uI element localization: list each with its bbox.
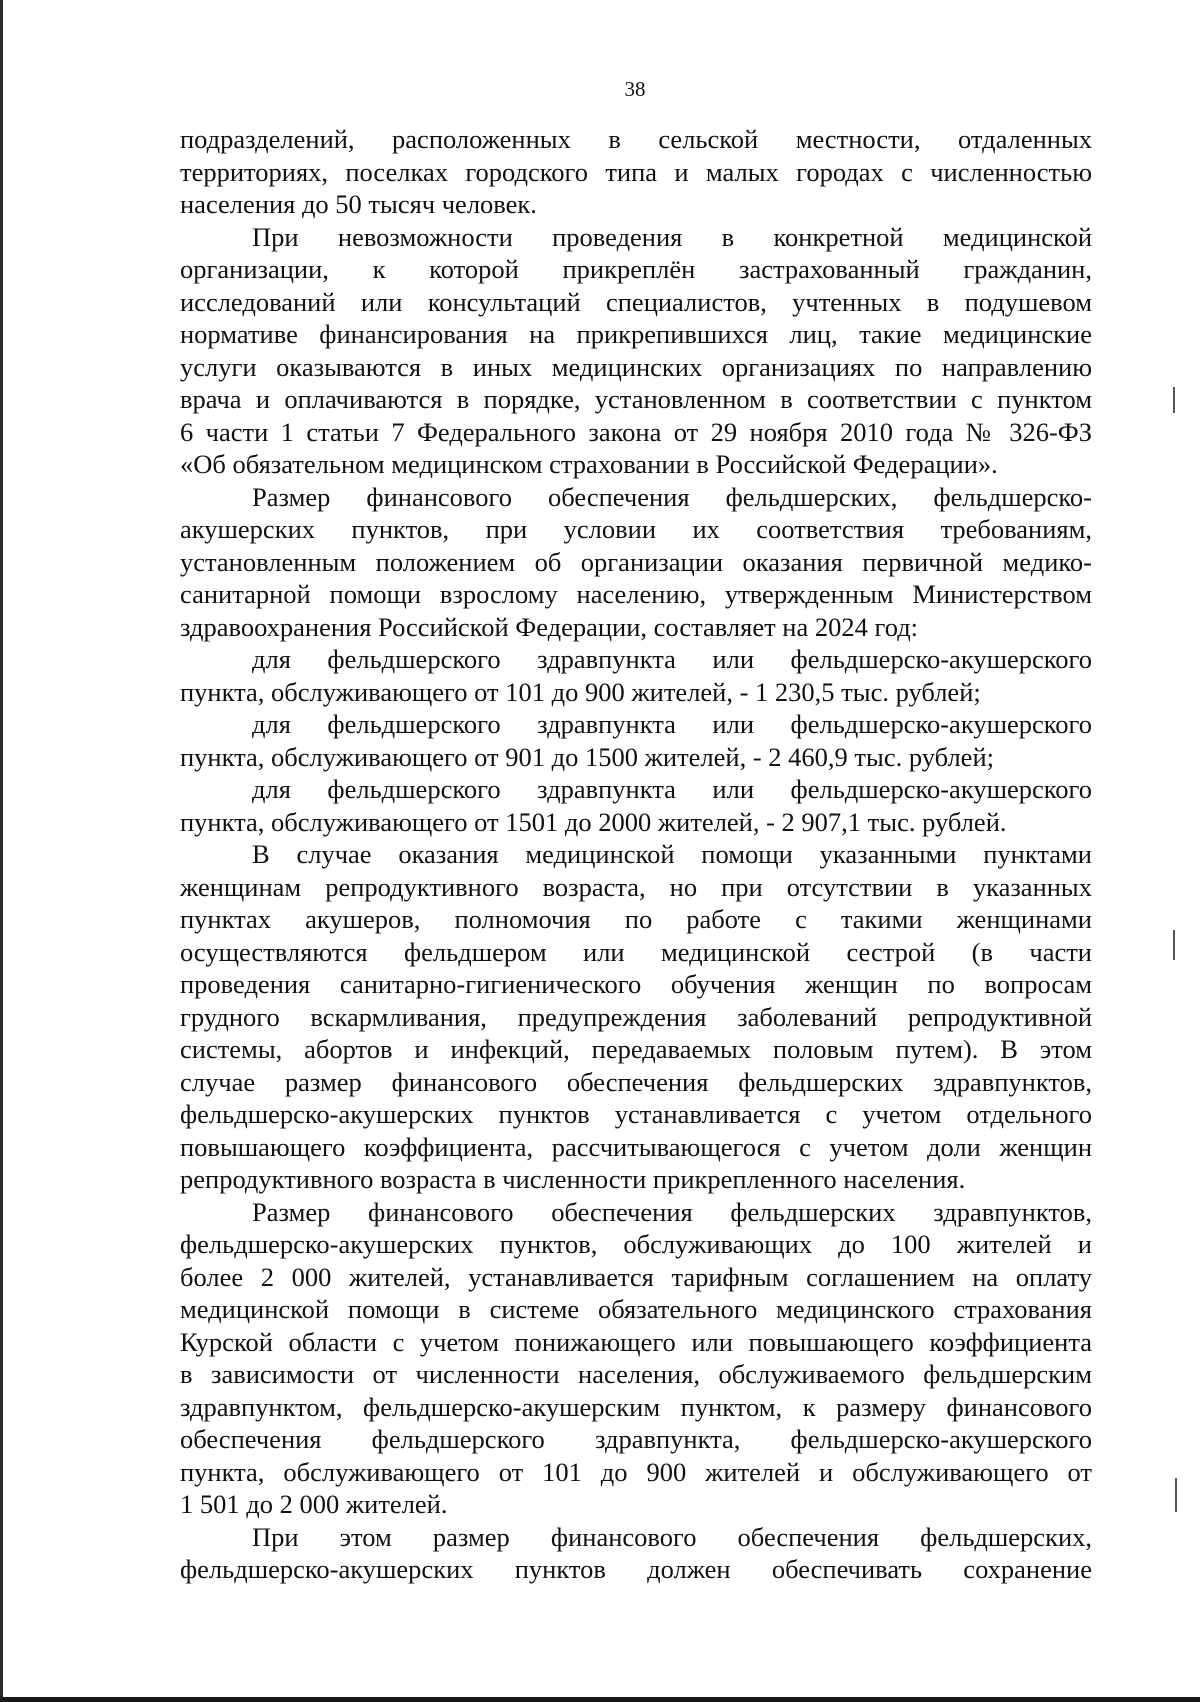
scan-speck	[1173, 930, 1175, 960]
paragraph-first-line: Размер финансового обеспечения фельдшерских, фельдшерско-	[252, 481, 1092, 512]
text-line: санитарной помощи взрослому населению, утвержденным Министерством	[180, 579, 1092, 609]
scan-speck	[1173, 387, 1175, 413]
text-line: Курской области с учетом понижающего или повышающего коэффициента	[180, 1326, 1092, 1357]
text-line: услуги оказываются в иных медицинских организациях по направлению	[180, 351, 1092, 382]
text-line: более 2 000 жителей, устанавливается тарифным соглашением на оплату	[180, 1261, 1092, 1292]
text-line: осуществляются фельдшером или медицинской сестрой (в части	[180, 936, 1092, 967]
text-line: акушерских пунктов, при условии их соответствия требованиям,	[180, 514, 1092, 544]
text-line: «Об обязательном медицинском страховании в Российской Федерации».	[180, 449, 998, 479]
text-line: врача и оплачиваются в порядке, установленном в соответствии с пунктом	[180, 384, 1092, 414]
document-body	[180, 123, 1092, 1586]
text-line: медицинской помощи в системе обязательного медицинского страхования	[180, 1294, 1092, 1324]
text-line: случае размер финансового обеспечения фельдшерских здравпунктов,	[180, 1066, 1092, 1097]
text-line: грудного вскармливания, предупреждения заболеваний репродуктивной	[180, 1001, 1092, 1032]
text-line: женщинам репродуктивного возраста, но при отсутствии в указанных	[180, 871, 1092, 902]
text-line: системы, абортов и инфекций, передаваемых половым путем). В этом	[180, 1034, 1092, 1064]
paragraph-first-line: В случае оказания медицинской помощи указанными пунктами	[252, 839, 1092, 869]
text-line: фельдшерско-акушерских пунктов должен обеспечивать сохранение	[180, 1554, 1092, 1584]
text-line: проведения санитарно-гигиенического обучения женщин по вопросам	[180, 969, 1092, 999]
scan-left-edge	[0, 0, 3, 1702]
text-line: здравпунктом, фельдшерско-акушерским пунктом, к размеру финансового	[180, 1391, 1092, 1422]
text-line: обеспечения фельдшерского здравпункта, фельдшерско-акушерского	[180, 1424, 1092, 1454]
text-line: установленным положением об организации оказания первичной медико-	[180, 546, 1092, 577]
paragraph-first-line: для фельдшерского здравпункта или фельдшерско-акушерского	[252, 774, 1092, 804]
text-line: подразделений, расположенных в сельской местности, отдаленных	[180, 124, 1092, 154]
text-line: репродуктивного возраста в численности прикрепленного населения.	[180, 1164, 966, 1194]
paragraph-first-line: При этом размер финансового обеспечения фельдшерских,	[252, 1521, 1092, 1552]
text-line: 1 501 до 2 000 жителей.	[180, 1489, 448, 1519]
text-line: 6 части 1 статьи 7 Федерального закона от 29 ноября 2010 года № 326-ФЗ	[180, 416, 1092, 447]
text-line: пункта, обслуживающего от 101 до 900 жителей, - 1 230,5 тыс. рублей;	[180, 676, 981, 707]
text-line: пункта, обслуживающего от 901 до 1500 жителей, - 2 460,9 тыс. рублей;	[180, 741, 994, 772]
text-line: пункта, обслуживающего от 101 до 900 жителей и обслуживающего от	[180, 1456, 1092, 1487]
paragraph-first-line: для фельдшерского здравпункта или фельдшерско-акушерского	[252, 709, 1092, 739]
text-line: фельдшерско-акушерских пунктов устанавливается с учетом отдельного	[180, 1099, 1092, 1129]
text-line: пункта, обслуживающего от 1501 до 2000 жителей, - 2 907,1 тыс. рублей.	[180, 806, 1007, 837]
scan-speck	[1175, 1478, 1177, 1512]
text-line: исследований или консультаций специалистов, учтенных в подушевом	[180, 286, 1092, 317]
text-line: фельдшерско-акушерских пунктов, обслуживающих до 100 жителей и	[180, 1229, 1092, 1259]
text-line: повышающего коэффициента, рассчитывающегося с учетом доли женщин	[180, 1131, 1092, 1162]
text-line: организации, к которой прикреплён застрахованный гражданин,	[180, 254, 1092, 284]
text-line: нормативе финансирования на прикрепившихся лиц, такие медицинские	[180, 319, 1092, 349]
scan-bottom-edge	[0, 1697, 1200, 1702]
page-number: 38	[624, 77, 646, 101]
text-line: пунктах акушеров, полномочия по работе с такими женщинами	[180, 904, 1092, 934]
paragraph-first-line: Размер финансового обеспечения фельдшерских здравпунктов,	[252, 1196, 1092, 1227]
text-line: здравоохранения Российской Федерации, составляет на 2024 год:	[180, 611, 919, 642]
text-line: населения до 50 тысяч человек.	[180, 189, 537, 219]
text-line: территориях, поселках городского типа и малых городах с численностью	[180, 156, 1092, 187]
paragraph-first-line: для фельдшерского здравпункта или фельдшерско-акушерского	[252, 644, 1092, 674]
paragraph-first-line: При невозможности проведения в конкретной медицинской	[252, 221, 1092, 252]
text-line: в зависимости от численности населения, обслуживаемого фельдшерским	[180, 1359, 1092, 1389]
